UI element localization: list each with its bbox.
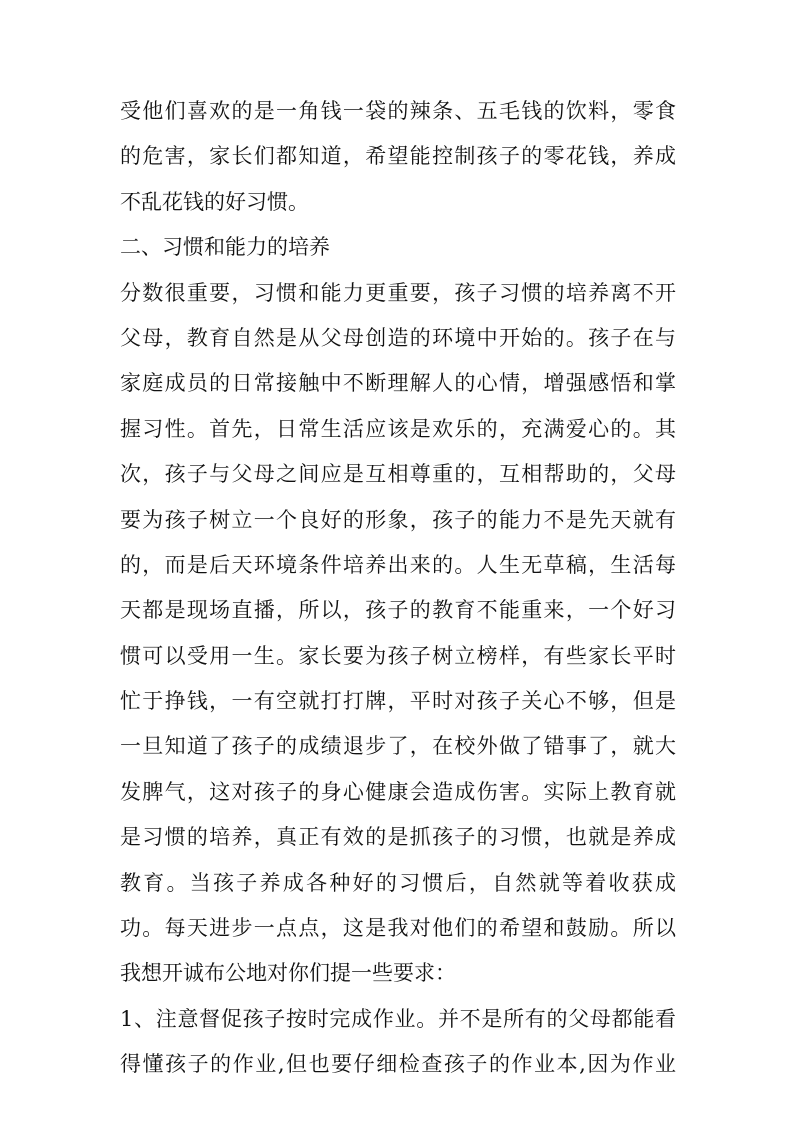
- text-line: 要为孩子树立一个良好的形象，孩子的能力不是先天就有: [120, 507, 676, 532]
- list-item-text: 得懂孩子的作业,但也要仔细检查孩子的作业本,因为作业: [120, 1052, 676, 1077]
- text-line: 惯可以受用一生。家长要为孩子树立榜样，有些家长平时: [120, 643, 676, 668]
- text-line: 天都是现场直播，所以，孩子的教育不能重来，一个好习: [120, 598, 676, 623]
- text-line: 握习性。首先，日常生活应该是欢乐的，充满爱心的。其: [120, 416, 676, 441]
- list-item-text: 1、注意督促孩子按时完成作业。并不是所有的父母都能看: [120, 1006, 676, 1031]
- text-line: 次，孩子与父母之间应是互相尊重的，互相帮助的，父母: [120, 462, 676, 487]
- text-line: 我想开诚布公地对你们提一些要求：: [120, 961, 456, 986]
- body-text: [120, 89, 676, 1088]
- text-line: 一旦知道了孩子的成绩退步了，在校外做了错事了，就大: [120, 734, 676, 759]
- text-line: 的，而是后天环境条件培养出来的。人生无草稿，生活每: [120, 552, 676, 577]
- text-line: 的危害，家长们都知道，希望能控制孩子的零花钱，养成: [120, 144, 676, 169]
- text-line: 受他们喜欢的是一角钱一袋的辣条、五毛钱的饮料，零食: [120, 99, 676, 123]
- text-line: 教育。当孩子养成各种好的习惯后，自然就等着收获成: [120, 870, 676, 895]
- text-line: 发脾气，这对孩子的身心健康会造成伤害。实际上教育就: [120, 779, 676, 804]
- section-heading: 二、习惯和能力的培养: [120, 235, 330, 260]
- text-line: 分数很重要，习惯和能力更重要，孩子习惯的培养离不开: [120, 280, 676, 305]
- text-line: 是习惯的培养，真正有效的是抓孩子的习惯，也就是养成: [120, 825, 676, 850]
- text-line: 家庭成员的日常接触中不断理解人的心情，增强感悟和掌: [120, 371, 676, 396]
- text-line: 不乱花钱的好习惯。: [120, 189, 309, 214]
- text-line: 忙于挣钱，一有空就打打牌，平时对孩子关心不够，但是: [120, 689, 676, 714]
- text-line: 父母，教育自然是从父母创造的环境中开始的。孩子在与: [120, 325, 676, 350]
- text-line: 功。每天进步一点点，这是我对他们的希望和鼓励。所以: [120, 916, 676, 941]
